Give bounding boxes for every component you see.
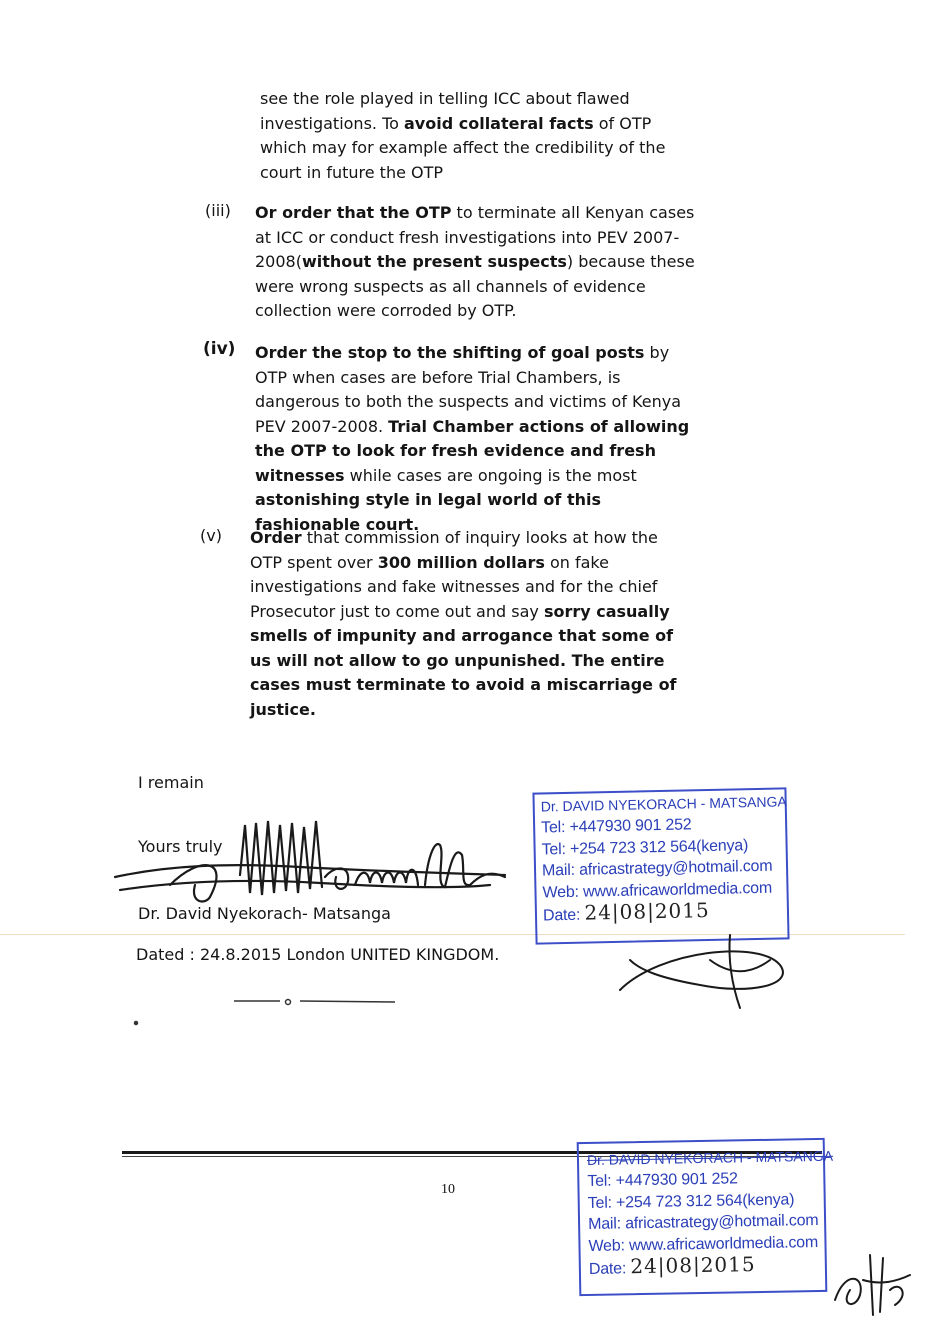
stamp-name: Dr. DAVID NYEKORACH - MATSANGA <box>586 1147 834 1168</box>
bold-run: 300 million dollars <box>377 552 545 572</box>
item-v-paragraph <box>250 526 690 722</box>
stamp-web: Web: www.africaworldmedia.com <box>542 879 773 901</box>
text-run: by OTP when cases are before Trial Chambers, is dangerous to both the suspects and victims of Kenya PEV 2007-2008. <box>255 343 682 436</box>
footer-initials-icon <box>825 1250 925 1320</box>
bold-run: Order the stop to the shifting of goal posts <box>255 343 645 362</box>
text-run: that commission of inquiry looks at how the OTP spent over <box>250 528 658 572</box>
stamp-mail: Mail: africastrategy@hotmail.com <box>587 1211 819 1233</box>
stamp-date-handwritten: 24|08|2015 <box>584 897 710 925</box>
continuation-paragraph <box>260 87 697 185</box>
bold-run: avoid collateral facts <box>404 113 594 133</box>
signature-icon <box>110 815 510 910</box>
text-run: see the role played in telling ICC about flawed investigations. To <box>260 89 630 133</box>
stamp-tel-uk: Tel: +447930 901 252 <box>587 1170 738 1190</box>
stamp-date-label: Date: <box>588 1260 627 1278</box>
stamp-web: Web: www.africaworldmedia.com <box>588 1233 819 1255</box>
stamp-name: Dr. DAVID NYEKORACH - MATSANGA <box>540 793 787 815</box>
stamp-tel-kenya: Tel: +254 723 312 564(kenya) <box>541 836 749 858</box>
contact-stamp-footer <box>577 1138 834 1296</box>
text-run: ) because these were wrong suspects as all channels of evidence collection were corroded by OTP. <box>255 252 695 320</box>
item-iii-paragraph <box>255 201 695 324</box>
stamp-date-handwritten: 24|08|2015 <box>630 1252 756 1279</box>
text-run: while cases are ongoing is the most <box>344 465 637 485</box>
scan-marks-icon <box>130 995 410 1030</box>
initials-icon <box>600 930 800 1010</box>
contact-stamp <box>532 787 789 944</box>
stamp-tel-uk: Tel: +447930 901 252 <box>540 816 692 837</box>
bold-run: astonishing style in legal world of this fashionable court. <box>255 490 601 534</box>
bold-run: Trial Chamber actions of allowing the OTP to look for fresh evidence and fresh witnesses <box>255 416 690 485</box>
item-iv-paragraph <box>255 341 692 537</box>
bold-run: sorry casually smells of impunity and arrogance that some of us will not allow to go unpunished. The entire cases must terminate to avoid a miscarriage of justice. <box>250 601 677 719</box>
page-number: 10 <box>441 1182 455 1197</box>
item-number-iv: (iv) <box>203 339 236 359</box>
text-run: to terminate all Kenyan cases at ICC or conduct fresh investigations into PEV 2007-2008( <box>255 203 695 271</box>
item-number-v: (v) <box>200 526 222 545</box>
text-run: on fake investigations and fake witnesses and for the chief Prosecutor just to come out and say <box>250 552 658 621</box>
stamp-date-label: Date: <box>542 906 581 925</box>
stamp-tel-kenya: Tel: +254 723 312 564(kenya) <box>587 1190 795 1212</box>
bold-run: without the present suspects <box>301 252 567 271</box>
dated-line: Dated : 24.8.2015 London UNITED KINGDOM. <box>136 945 500 964</box>
bold-run: Order <box>250 528 302 547</box>
text-run: of OTP which may for example affect the credibility of the court in future the OTP <box>260 113 666 182</box>
signatory-name: Dr. David Nyekorach- Matsanga <box>138 904 391 923</box>
stamp-mail: Mail: africastrategy@hotmail.com <box>541 857 773 880</box>
closing-yours-truly: Yours truly <box>138 837 223 856</box>
closing-remain: I remain <box>138 773 204 792</box>
item-number-iii: (iii) <box>205 201 231 220</box>
bold-run: Or order that the OTP <box>255 203 452 222</box>
